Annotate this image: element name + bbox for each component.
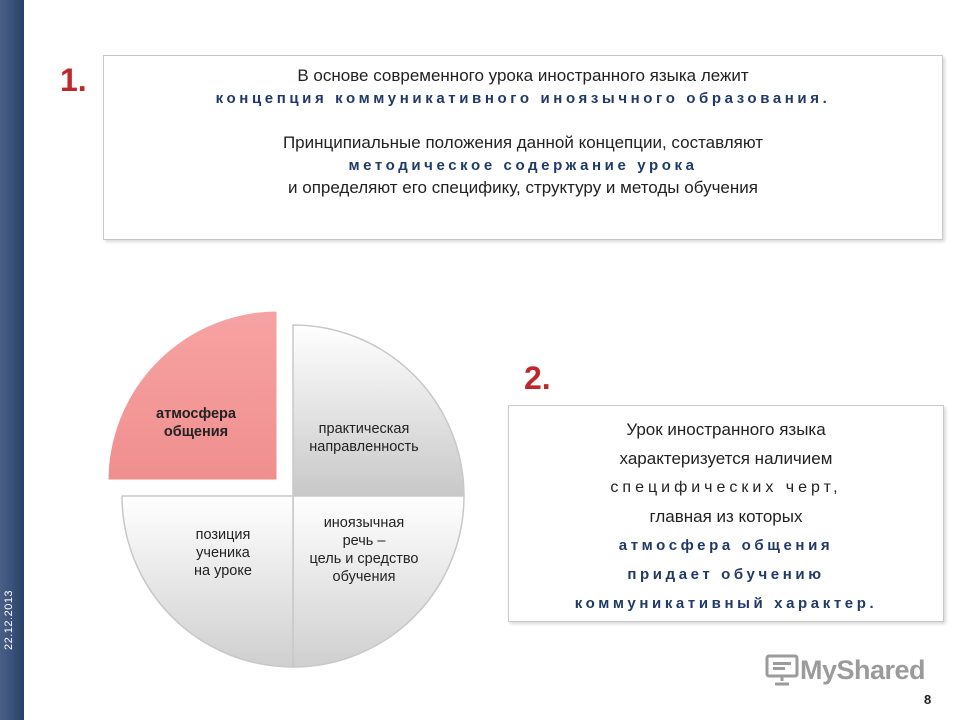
segment-practical bbox=[293, 325, 464, 496]
page-number: 8 bbox=[924, 692, 932, 707]
concept-line-3: Принципиальные положения данной концепции, составляют bbox=[282, 133, 764, 152]
features-box bbox=[508, 405, 944, 622]
features-line-1: Урок иностранного языка bbox=[626, 420, 826, 439]
features-line-6: придает обучению bbox=[627, 566, 825, 583]
label-atmosphere: атмосфера общения bbox=[156, 406, 236, 440]
label-speech: иноязычная речь – цель и средство обучения bbox=[309, 515, 419, 585]
concept-line-1: В основе современного урока иностранного языка лежит bbox=[297, 66, 749, 85]
concept-line-2: концепция коммуникативного иноязычного образования. bbox=[215, 90, 831, 107]
concept-line-4: методическое содержание урока bbox=[348, 157, 698, 174]
features-line-2: характеризуется наличием bbox=[619, 449, 833, 468]
section-1-number: 1. bbox=[60, 62, 87, 98]
side-bar bbox=[0, 0, 24, 720]
segment-position bbox=[122, 496, 293, 667]
section-2-number: 2. bbox=[524, 360, 551, 396]
presentation-board-icon bbox=[764, 654, 800, 686]
segment-atmosphere bbox=[107, 310, 278, 481]
concept-box bbox=[103, 55, 943, 240]
features-line-3: специфических черт, bbox=[610, 479, 842, 496]
lesson-features-diagram bbox=[98, 300, 468, 672]
label-practical: практическая направленность bbox=[309, 421, 419, 455]
slide-date: 22.12.2013 bbox=[3, 589, 15, 650]
myshared-logo: MyShared bbox=[764, 654, 925, 686]
features-line-5: атмосфера общения bbox=[618, 537, 834, 554]
features-line-4: главная из которых bbox=[649, 507, 803, 526]
label-position: позиция ученика на уроке bbox=[194, 527, 252, 579]
concept-line-5: и определяют его специфику, структуру и методы обучения bbox=[288, 178, 758, 197]
features-line-7: коммуникативный характер. bbox=[574, 595, 878, 612]
